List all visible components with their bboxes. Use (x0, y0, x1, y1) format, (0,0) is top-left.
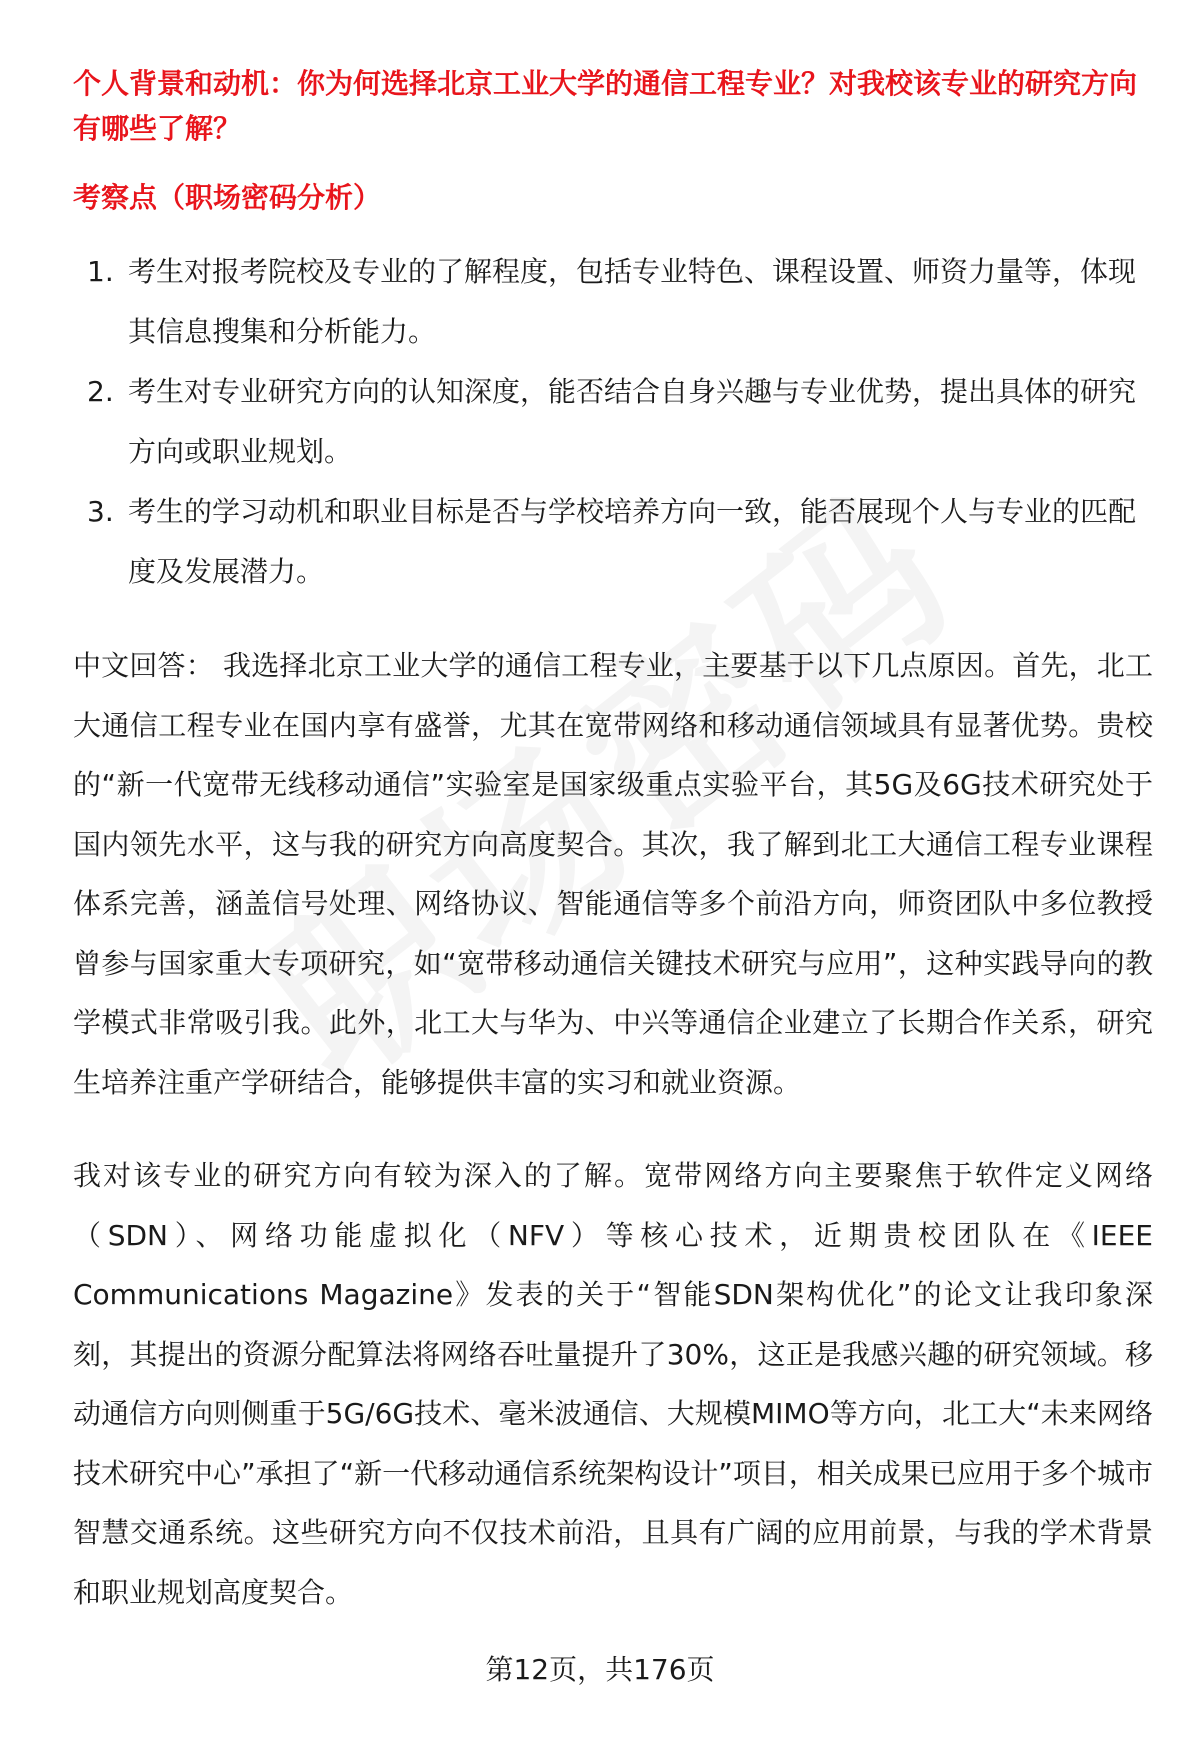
list-item-text: 考生对专业研究方向的认知深度，能否结合自身兴趣与专业优势，提出具体的研究方向或职业规划。 (128, 375, 1137, 468)
list-item (73, 482, 1153, 602)
list-item-text: 考生的学习动机和职业目标是否与学校培养方向一致，能否展现个人与专业的匹配度及发展潜力。 (128, 495, 1137, 588)
list-item-number: 1. (87, 255, 114, 288)
page-content (73, 50, 1153, 1622)
answer-paragraph-1: 中文回答： 我选择北京工业大学的通信工程专业，主要基于以下几点原因。首先，北工大通信工程专业在国内享有盛誉，尤其在宽带网络和移动通信领域具有显著优势。贵校的“新一代宽带无线移动通信”实验室是国家级重点实验平台，其5G及6G技术研究处于国内领先水平，这与我的研究方向高度契合。其次，我了解到北工大通信工程专业课程体系完善，涵盖信号处理、网络协议、智能通信等多个前沿方向，师资团队中多位教授曾参与国家重大专项研究，如“宽带移动通信关键技术研究与应用”，这种实践导向的教学模式非常吸引我。此外，北工大与华为、中兴等通信企业建立了长期合作关系，研究生培养注重产学研结合，能够提供丰富的实习和就业资源。 (73, 649, 1153, 1099)
list-item (73, 242, 1153, 362)
list-item-number: 3. (87, 495, 114, 528)
list-item-text: 考生对报考院校及专业的了解程度，包括专业特色、课程设置、师资力量等，体现其信息搜集和分析能力。 (128, 255, 1137, 348)
evaluation-points-list (73, 242, 1153, 602)
page-number-footer: 第12页，共176页 (485, 1653, 715, 1686)
question-heading: 个人背景和动机：你为何选择北京工业大学的通信工程专业？对我校该专业的研究方向有哪些了解？ (73, 67, 1138, 145)
section-title: 考察点（职场密码分析） (73, 181, 382, 214)
list-item-number: 2. (87, 375, 114, 408)
answer-paragraph-2: 我对该专业的研究方向有较为深入的了解。宽带网络方向主要聚焦于软件定义网络（SDN）、网络功能虚拟化（NFV）等核心技术，近期贵校团队在《IEEE Communications Magazine》发表的关于“智能SDN架构优化”的论文让我印象深刻，其提出的资源分配算法将网络吞吐量提升了30%，这正是我感兴趣的研究领域。移动通信方向则侧重于5G/6G技术、毫米波通信、大规模MIMO等方向，北工大“未来网络技术研究中心”承担了“新一代移动通信系统架构设计”项目，相关成果已应用于多个城市智慧交通系统。这些研究方向不仅技术前沿，且具有广阔的应用前景，与我的学术背景和职业规划高度契合。 (73, 1159, 1153, 1609)
list-item (73, 362, 1153, 482)
